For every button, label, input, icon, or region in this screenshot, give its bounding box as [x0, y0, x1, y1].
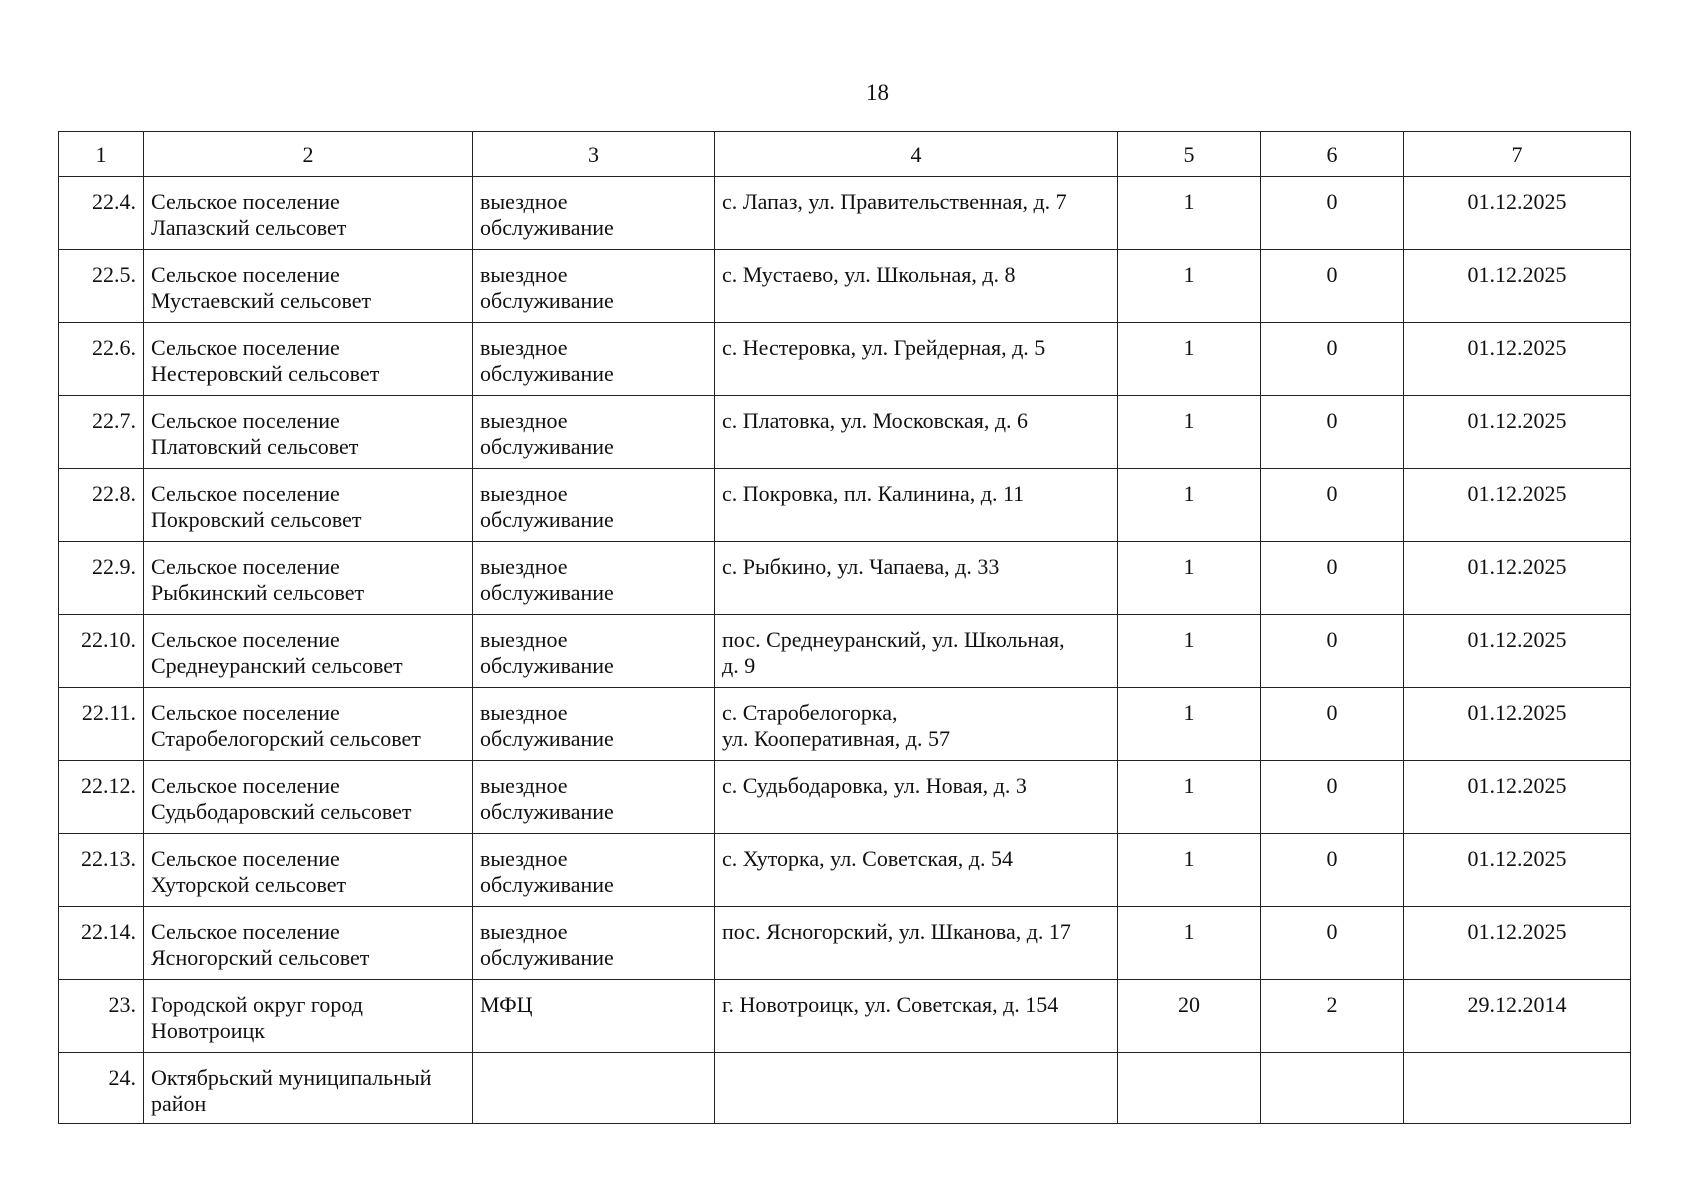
municipality-cell — [144, 761, 473, 834]
municipality-name-line: Новотроицк — [151, 1018, 265, 1043]
row-number: 22.12. — [81, 773, 136, 798]
municipality-name-line: Сельское поселение — [151, 627, 340, 652]
address-line: пос. Ясногорский, ул. Шканова, д. 17 — [722, 919, 1071, 944]
address-line: с. Хуторка, ул. Советская, д. 54 — [722, 846, 1013, 871]
municipality-name-line: Старобелогорский сельсовет — [151, 726, 421, 751]
row-number-cell — [59, 761, 144, 834]
service-type-line: выездное — [480, 919, 568, 944]
date-cell — [1404, 834, 1631, 907]
column-header-7: 7 — [1404, 132, 1631, 177]
service-type-cell — [473, 761, 715, 834]
service-type-line: выездное — [480, 481, 568, 506]
service-type-line: обслуживание — [480, 361, 614, 386]
municipality-name-line: Сельское поселение — [151, 700, 340, 725]
municipality-name-line: Платовский сельсовет — [151, 434, 359, 459]
date-value: 01.12.2025 — [1467, 262, 1567, 287]
address-cell — [715, 761, 1118, 834]
table-row — [59, 177, 1631, 250]
column-header-4: 4 — [715, 132, 1118, 177]
column-5-cell — [1118, 1053, 1261, 1124]
municipality-name-line: Сельское поселение — [151, 919, 340, 944]
column-5-value: 1 — [1183, 408, 1195, 433]
municipality-cell — [144, 469, 473, 542]
date-cell — [1404, 761, 1631, 834]
column-5-value: 1 — [1183, 700, 1195, 725]
service-type-cell — [473, 907, 715, 980]
service-type-line: обслуживание — [480, 215, 614, 240]
municipality-name-line: Сельское поселение — [151, 773, 340, 798]
column-6-cell — [1261, 761, 1404, 834]
column-5-cell — [1118, 761, 1261, 834]
date-value: 01.12.2025 — [1467, 481, 1567, 506]
municipality-cell — [144, 542, 473, 615]
date-value: 01.12.2025 — [1467, 189, 1567, 214]
address-line: пос. Среднеуранский, ул. Школьная, — [722, 627, 1065, 652]
column-5-value: 1 — [1183, 262, 1195, 287]
date-cell — [1404, 615, 1631, 688]
municipality-cell — [144, 250, 473, 323]
row-number: 24. — [108, 1065, 136, 1090]
service-type-cell — [473, 1053, 715, 1124]
column-5-value: 1 — [1183, 919, 1195, 944]
address-line: с. Старобелогорка, — [722, 700, 898, 725]
address-line: с. Судьбодаровка, ул. Новая, д. 3 — [722, 773, 1027, 798]
service-type-line: обслуживание — [480, 507, 614, 532]
column-5-cell — [1118, 396, 1261, 469]
date-value: 01.12.2025 — [1467, 627, 1567, 652]
date-cell — [1404, 542, 1631, 615]
service-type-line: обслуживание — [480, 653, 614, 678]
table-row — [59, 542, 1631, 615]
column-5-cell — [1118, 469, 1261, 542]
municipality-name-line: Ясногорский сельсовет — [151, 945, 370, 970]
table-row — [59, 323, 1631, 396]
row-number: 22.6. — [92, 335, 136, 360]
municipality-name-line: Городской округ город — [151, 992, 363, 1017]
page-number: 18 — [866, 80, 889, 105]
address-cell — [715, 469, 1118, 542]
date-value: 01.12.2025 — [1467, 700, 1567, 725]
row-number: 22.9. — [92, 554, 136, 579]
column-6-cell — [1261, 542, 1404, 615]
column-6-value: 0 — [1326, 846, 1338, 871]
date-value: 01.12.2025 — [1467, 408, 1567, 433]
date-value: 01.12.2025 — [1467, 335, 1567, 360]
municipality-name-line: Сельское поселение — [151, 189, 340, 214]
row-number-cell — [59, 834, 144, 907]
row-number: 22.14. — [81, 919, 136, 944]
address-cell — [715, 834, 1118, 907]
municipality-cell — [144, 323, 473, 396]
table-row — [59, 250, 1631, 323]
column-6-value: 0 — [1326, 627, 1338, 652]
column-5-value: 1 — [1183, 335, 1195, 360]
column-5-value: 1 — [1183, 481, 1195, 506]
address-cell — [715, 907, 1118, 980]
row-number-cell — [59, 323, 144, 396]
municipality-cell — [144, 177, 473, 250]
municipality-name-line: Среднеуранский сельсовет — [151, 653, 403, 678]
service-type-cell — [473, 834, 715, 907]
column-5-cell — [1118, 615, 1261, 688]
date-cell — [1404, 688, 1631, 761]
municipality-name-line: Октябрьский муниципальный — [151, 1065, 432, 1090]
service-type-line: обслуживание — [480, 434, 614, 459]
column-6-cell — [1261, 834, 1404, 907]
date-cell — [1404, 1053, 1631, 1124]
municipality-name-line: Сельское поселение — [151, 262, 340, 287]
column-header-2: 2 — [144, 132, 473, 177]
service-type-cell — [473, 542, 715, 615]
municipality-name-line: Лапазский сельсовет — [151, 215, 347, 240]
address-cell — [715, 688, 1118, 761]
service-type-cell — [473, 980, 715, 1053]
column-6-value: 0 — [1326, 262, 1338, 287]
date-cell — [1404, 250, 1631, 323]
municipality-cell — [144, 615, 473, 688]
municipality-name-line: Хуторской сельсовет — [151, 872, 347, 897]
column-header-5: 5 — [1118, 132, 1261, 177]
row-number: 22.11. — [81, 700, 136, 725]
date-cell — [1404, 907, 1631, 980]
row-number: 22.8. — [92, 481, 136, 506]
row-number-cell — [59, 542, 144, 615]
column-5-value: 1 — [1183, 773, 1195, 798]
column-6-value: 0 — [1326, 335, 1338, 360]
service-type-line: обслуживание — [480, 799, 614, 824]
service-type-line: выездное — [480, 189, 568, 214]
municipality-cell — [144, 834, 473, 907]
row-number-cell — [59, 469, 144, 542]
municipality-name-line: Сельское поселение — [151, 408, 340, 433]
row-number-cell — [59, 250, 144, 323]
column-5-cell — [1118, 177, 1261, 250]
date-value: 01.12.2025 — [1467, 919, 1567, 944]
municipality-name-line: Сельское поселение — [151, 846, 340, 871]
service-type-line: обслуживание — [480, 726, 614, 751]
table-row — [59, 980, 1631, 1053]
row-number-cell — [59, 688, 144, 761]
column-6-cell — [1261, 469, 1404, 542]
municipality-name-line: Сельское поселение — [151, 335, 340, 360]
column-6-cell — [1261, 396, 1404, 469]
row-number: 22.7. — [92, 408, 136, 433]
address-line: д. 9 — [722, 653, 756, 678]
address-line: с. Лапаз, ул. Правительственная, д. 7 — [722, 189, 1067, 214]
address-cell — [715, 980, 1118, 1053]
row-number: 23. — [108, 992, 136, 1017]
table-row — [59, 688, 1631, 761]
date-value: 01.12.2025 — [1467, 846, 1567, 871]
municipality-cell — [144, 907, 473, 980]
address-line: г. Новотроицк, ул. Советская, д. 154 — [722, 992, 1059, 1017]
municipality-name-line: Сельское поселение — [151, 481, 340, 506]
service-type-line: обслуживание — [480, 288, 614, 313]
address-cell — [715, 615, 1118, 688]
address-line: с. Покровка, пл. Калинина, д. 11 — [722, 481, 1025, 506]
service-type-line: выездное — [480, 262, 568, 287]
table-row — [59, 615, 1631, 688]
address-line: ул. Кооперативная, д. 57 — [722, 726, 950, 751]
column-6-cell — [1261, 688, 1404, 761]
service-type-line: обслуживание — [480, 580, 614, 605]
date-cell — [1404, 980, 1631, 1053]
row-number-cell — [59, 177, 144, 250]
row-number-cell — [59, 1053, 144, 1124]
address-cell — [715, 250, 1118, 323]
column-6-value: 0 — [1326, 919, 1338, 944]
service-type-line: выездное — [480, 408, 568, 433]
column-5-cell — [1118, 907, 1261, 980]
service-type-cell — [473, 323, 715, 396]
row-number: 22.4. — [92, 189, 136, 214]
column-5-cell — [1118, 542, 1261, 615]
municipality-name-line: Мустаевский сельсовет — [151, 288, 372, 313]
address-cell — [715, 542, 1118, 615]
column-5-value: 1 — [1183, 627, 1195, 652]
service-type-cell — [473, 469, 715, 542]
municipality-name-line: Судьбодаровский сельсовет — [151, 799, 412, 824]
address-line: с. Нестеровка, ул. Грейдерная, д. 5 — [722, 335, 1046, 360]
table-row — [59, 469, 1631, 542]
column-6-value: 0 — [1326, 408, 1338, 433]
date-value: 29.12.2014 — [1467, 992, 1567, 1017]
address-cell — [715, 177, 1118, 250]
column-6-value: 2 — [1326, 992, 1338, 1017]
column-6-cell — [1261, 323, 1404, 396]
row-number-cell — [59, 615, 144, 688]
row-number-cell — [59, 396, 144, 469]
service-type-cell — [473, 615, 715, 688]
service-type-line: обслуживание — [480, 945, 614, 970]
column-6-cell — [1261, 250, 1404, 323]
service-type-line: обслуживание — [480, 872, 614, 897]
column-6-value: 0 — [1326, 189, 1338, 214]
date-value: 01.12.2025 — [1467, 554, 1567, 579]
address-line: с. Мустаево, ул. Школьная, д. 8 — [722, 262, 1016, 287]
municipality-cell — [144, 688, 473, 761]
municipality-name-line: район — [151, 1091, 207, 1116]
address-line: с. Платовка, ул. Московская, д. 6 — [722, 408, 1029, 433]
date-cell — [1404, 396, 1631, 469]
municipality-cell — [144, 980, 473, 1053]
municipality-name-line: Нестеровский сельсовет — [151, 361, 380, 386]
service-type-line: МФЦ — [480, 992, 533, 1017]
column-6-cell — [1261, 615, 1404, 688]
column-5-value: 1 — [1183, 554, 1195, 579]
address-cell — [715, 396, 1118, 469]
row-number: 22.5. — [92, 262, 136, 287]
date-value: 01.12.2025 — [1467, 773, 1567, 798]
table-row — [59, 1053, 1631, 1124]
column-header-3: 3 — [473, 132, 715, 177]
row-number-cell — [59, 907, 144, 980]
date-cell — [1404, 469, 1631, 542]
address-cell — [715, 323, 1118, 396]
column-6-cell — [1261, 1053, 1404, 1124]
row-number-cell — [59, 980, 144, 1053]
address-line: с. Рыбкино, ул. Чапаева, д. 33 — [722, 554, 1000, 579]
service-type-line: выездное — [480, 627, 568, 652]
column-6-value: 0 — [1326, 481, 1338, 506]
service-type-cell — [473, 396, 715, 469]
column-6-value: 0 — [1326, 700, 1338, 725]
service-type-line: выездное — [480, 846, 568, 871]
column-5-value: 1 — [1183, 846, 1195, 871]
service-type-line: выездное — [480, 335, 568, 360]
address-cell — [715, 1053, 1118, 1124]
column-5-cell — [1118, 980, 1261, 1053]
column-5-value: 20 — [1178, 992, 1200, 1017]
table-row — [59, 761, 1631, 834]
date-cell — [1404, 323, 1631, 396]
column-5-value: 1 — [1183, 189, 1195, 214]
service-type-cell — [473, 688, 715, 761]
column-header-6: 6 — [1261, 132, 1404, 177]
municipality-name-line: Покровский сельсовет — [151, 507, 362, 532]
table-row — [59, 396, 1631, 469]
table-row — [59, 907, 1631, 980]
column-5-cell — [1118, 834, 1261, 907]
table-row — [59, 834, 1631, 907]
service-type-cell — [473, 250, 715, 323]
column-5-cell — [1118, 250, 1261, 323]
service-type-line: выездное — [480, 773, 568, 798]
service-type-line: выездное — [480, 700, 568, 725]
municipality-name-line: Рыбкинский сельсовет — [151, 580, 365, 605]
municipality-cell — [144, 1053, 473, 1124]
service-type-line: выездное — [480, 554, 568, 579]
column-6-value: 0 — [1326, 773, 1338, 798]
register-table — [58, 131, 1631, 1124]
municipality-name-line: Сельское поселение — [151, 554, 340, 579]
column-5-cell — [1118, 323, 1261, 396]
column-6-cell — [1261, 177, 1404, 250]
row-number: 22.10. — [81, 627, 136, 652]
column-5-cell — [1118, 688, 1261, 761]
column-6-cell — [1261, 907, 1404, 980]
date-cell — [1404, 177, 1631, 250]
column-header-1: 1 — [59, 132, 144, 177]
header-row — [59, 132, 1631, 177]
column-6-cell — [1261, 980, 1404, 1053]
row-number: 22.13. — [81, 846, 136, 871]
column-6-value: 0 — [1326, 554, 1338, 579]
table-body — [59, 177, 1631, 1124]
service-type-cell — [473, 177, 715, 250]
municipality-cell — [144, 396, 473, 469]
